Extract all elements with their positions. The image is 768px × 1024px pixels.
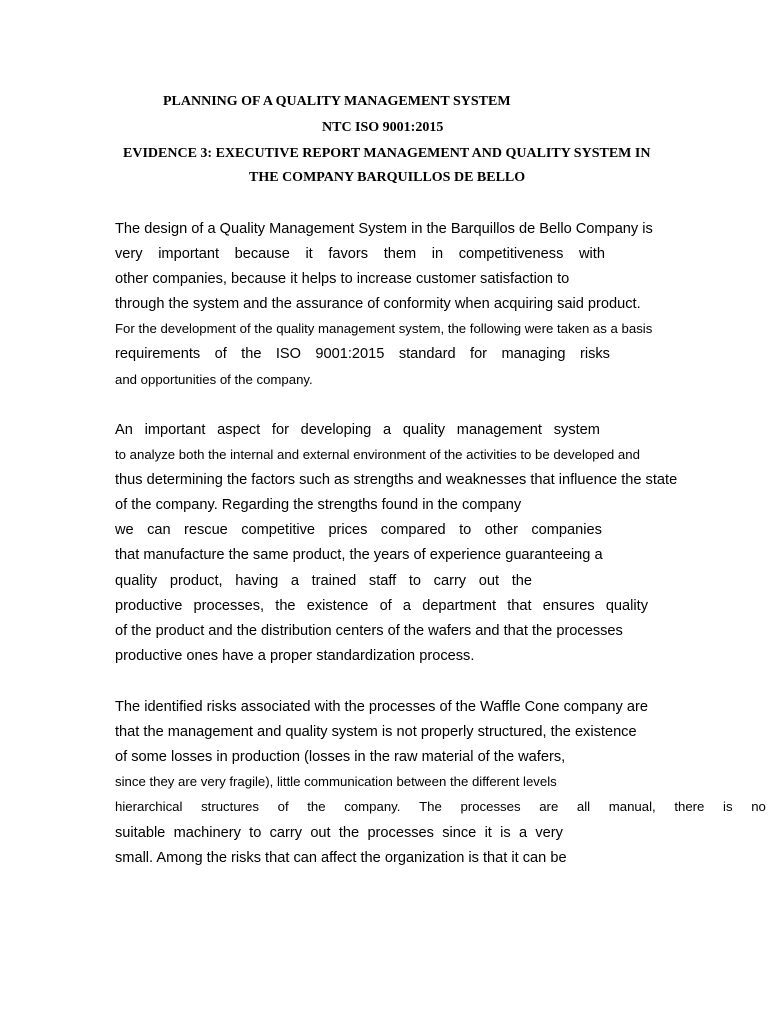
p3-line-1: The identified risks associated with the processes of the Waffle Cone company are bbox=[115, 699, 648, 715]
word: An bbox=[115, 422, 133, 438]
word: out bbox=[478, 573, 500, 589]
word: that bbox=[507, 598, 532, 614]
p2-line-5 bbox=[115, 522, 602, 538]
p2-line-7 bbox=[115, 573, 532, 589]
word: risks bbox=[579, 346, 610, 362]
word: staff bbox=[368, 573, 397, 589]
word: developing bbox=[300, 422, 372, 438]
p3-line-4: since they are very fragile), little communication between the different levels bbox=[115, 774, 557, 789]
word: with bbox=[578, 246, 605, 262]
word: trained bbox=[311, 573, 357, 589]
word: rescue bbox=[184, 522, 228, 538]
p2-line-3: thus determining the factors such as strengths and weaknesses that influence the state bbox=[115, 472, 678, 488]
word: the bbox=[241, 346, 262, 362]
word: competitiveness bbox=[458, 246, 564, 262]
title-line-3: EVIDENCE 3: EXECUTIVE REPORT MANAGEMENT AND QUALITY SYSTEM IN bbox=[123, 146, 651, 161]
word: quality bbox=[115, 573, 158, 589]
word: to bbox=[459, 522, 472, 538]
word: a bbox=[402, 598, 412, 614]
p1-line-1: The design of a Quality Management System in the Barquillos de Bello Company is bbox=[115, 221, 653, 237]
word: no bbox=[751, 799, 766, 814]
word: machinery bbox=[173, 825, 241, 841]
word: system bbox=[553, 422, 600, 438]
word: since bbox=[442, 825, 477, 841]
p3-line-6 bbox=[115, 825, 563, 841]
word: can bbox=[147, 522, 171, 538]
word: suitable bbox=[115, 825, 166, 841]
p3-line-7: small. Among the risks that can affect the organization is that it can be bbox=[115, 850, 567, 866]
p2-line-2: to analyze both the internal and external environment of the activities to be developed and bbox=[115, 447, 640, 462]
word: ensures bbox=[542, 598, 595, 614]
word: having bbox=[235, 573, 279, 589]
p2-line-1 bbox=[115, 422, 600, 438]
word: very bbox=[115, 246, 143, 262]
title-line-1: PLANNING OF A QUALITY MANAGEMENT SYSTEM bbox=[163, 94, 511, 109]
p2-line-8 bbox=[115, 598, 648, 614]
p2-line-6: that manufacture the same product, the years of experience guaranteeing a bbox=[115, 547, 603, 563]
word: carry bbox=[433, 573, 467, 589]
word: other bbox=[484, 522, 518, 538]
word: of bbox=[277, 799, 289, 814]
word: carry bbox=[269, 825, 303, 841]
p3-line-5 bbox=[115, 799, 766, 814]
word: hierarchical bbox=[115, 799, 183, 814]
word: requirements bbox=[115, 346, 201, 362]
p2-line-10: productive ones have a proper standardization process. bbox=[115, 648, 475, 664]
word: because bbox=[234, 246, 290, 262]
word: is bbox=[723, 799, 733, 814]
word: productive bbox=[115, 598, 183, 614]
word: prices bbox=[328, 522, 368, 538]
word: manual, bbox=[608, 799, 656, 814]
word: to bbox=[408, 573, 422, 589]
word: are bbox=[539, 799, 559, 814]
word: important bbox=[144, 422, 206, 438]
p3-line-2: that the management and quality system is not properly structured, the existence bbox=[115, 724, 637, 740]
word: there bbox=[674, 799, 705, 814]
word: for bbox=[470, 346, 488, 362]
word: we bbox=[115, 522, 134, 538]
title-line-2: NTC ISO 9001:2015 bbox=[322, 120, 444, 135]
word: processes bbox=[367, 825, 434, 841]
word: important bbox=[158, 246, 220, 262]
word: all bbox=[576, 799, 591, 814]
word: processes bbox=[460, 799, 521, 814]
word: them bbox=[383, 246, 417, 262]
word: it bbox=[484, 825, 492, 841]
word: existence bbox=[306, 598, 369, 614]
word: of bbox=[214, 346, 227, 362]
word: in bbox=[431, 246, 444, 262]
p2-line-4: of the company. Regarding the strengths found in the company bbox=[115, 497, 522, 513]
word: favors bbox=[328, 246, 369, 262]
word: the bbox=[275, 598, 296, 614]
word: structures bbox=[201, 799, 259, 814]
word: the bbox=[511, 573, 532, 589]
word: very bbox=[535, 825, 563, 841]
p1-line-4: through the system and the assurance of conformity when acquiring said product. bbox=[115, 296, 641, 312]
p1-line-3: other companies, because it helps to increase customer satisfaction to bbox=[115, 271, 570, 287]
word: department bbox=[422, 598, 497, 614]
word: companies bbox=[531, 522, 602, 538]
word: compared bbox=[380, 522, 446, 538]
word: for bbox=[271, 422, 289, 438]
word: processes, bbox=[193, 598, 265, 614]
word: is bbox=[500, 825, 511, 841]
p2-line-9: of the product and the distribution centers of the wafers and that the processes bbox=[115, 623, 623, 639]
word: The bbox=[419, 799, 442, 814]
word: ISO bbox=[275, 346, 301, 362]
p1-line-5: For the development of the quality management system, the following were taken as a basis bbox=[115, 321, 653, 336]
word: a bbox=[518, 825, 528, 841]
word: standard bbox=[398, 346, 456, 362]
word: a bbox=[383, 422, 392, 438]
word: product, bbox=[169, 573, 223, 589]
word: company. bbox=[344, 799, 401, 814]
word: it bbox=[305, 246, 313, 262]
word: aspect bbox=[217, 422, 261, 438]
word: to bbox=[249, 825, 262, 841]
word: competitive bbox=[241, 522, 316, 538]
p1-line-2 bbox=[115, 246, 605, 262]
word: quality bbox=[402, 422, 446, 438]
word: the bbox=[338, 825, 360, 841]
word: management bbox=[456, 422, 542, 438]
word: out bbox=[310, 825, 331, 841]
word: managing bbox=[501, 346, 566, 362]
word: 9001:2015 bbox=[315, 346, 385, 362]
p1-line-7: and opportunities of the company. bbox=[115, 372, 313, 387]
p1-line-6 bbox=[115, 346, 610, 362]
word: the bbox=[307, 799, 326, 814]
title-line-4: THE COMPANY BARQUILLOS DE BELLO bbox=[249, 170, 526, 185]
word: a bbox=[290, 573, 299, 589]
p3-line-3: of some losses in production (losses in the raw material of the wafers, bbox=[115, 749, 566, 765]
word: quality bbox=[605, 598, 648, 614]
word: of bbox=[379, 598, 392, 614]
